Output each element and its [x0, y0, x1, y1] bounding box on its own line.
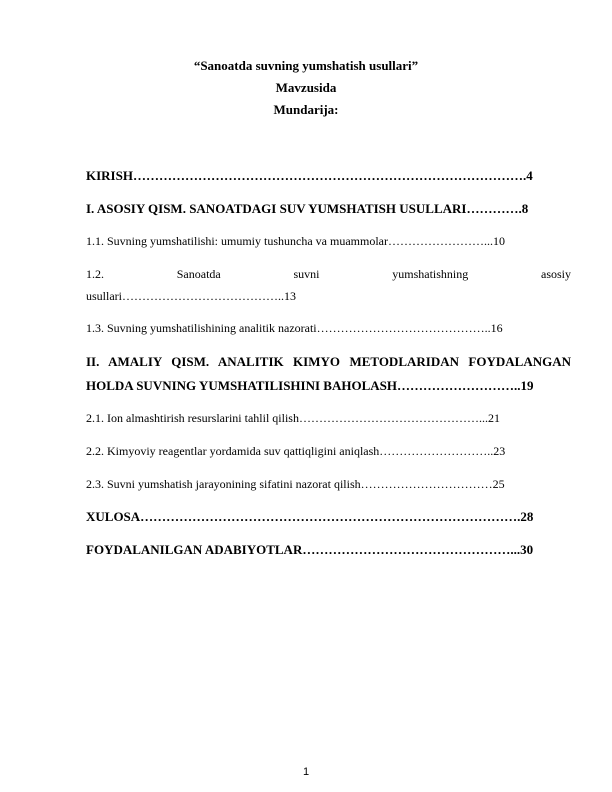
toc-entry-part-1: I. ASOSIY QISM. SANOATDAGI SUV YUMSHATISH USULLARI………….8: [86, 201, 529, 216]
toc-entry-kirish: KIRISH……………………………………………………………………………….4: [86, 168, 533, 183]
document-title: “Sanoatda suvning yumshatish usullari”: [193, 58, 419, 73]
toc-entry-1-1: 1.1. Suvning yumshatilishi: umumiy tushuncha va muammolar……………………...10: [86, 234, 505, 248]
toc-entry-adabiyotlar: FOYDALANILGAN ADABIYOTLAR…………………………………………...30: [86, 542, 534, 557]
toc-entry-1-2-line2: usullari…………………………………..13: [86, 289, 296, 303]
toc-entry-1-2-line1: 1.2. Sanoatda suvni yumshatishning asosiy: [86, 267, 571, 281]
toc-entry-part-2-line1: II. AMALIY QISM. ANALITIK KIMYO METODLARIDAN FOYDALANGAN: [86, 354, 571, 369]
toc-entry-1-3: 1.3. Suvning yumshatilishining analitik nazorati……………………………………..16: [86, 321, 503, 335]
toc-entry-2-1: 2.1. Ion almashtirish resurslarini tahlil qilish………………………………………...21: [86, 411, 500, 425]
page-number: 1: [302, 766, 310, 778]
toc-entry-xulosa: XULOSA…………………………………………………………………………….28: [86, 509, 534, 524]
document-subtitle: Mavzusida: [275, 80, 337, 95]
toc-entry-2-3: 2.3. Suvni yumshatish jarayonining sifatini nazorat qilish……………………………25: [86, 477, 505, 491]
toc-entry-part-2-line2: HOLDA SUVNING YUMSHATILISHINI BAHOLASH………………………..19: [86, 378, 534, 393]
toc-entry-2-2: 2.2. Kimyoviy reagentlar yordamida suv qattiqligini aniqlash………………………..23: [86, 444, 506, 458]
contents-heading: Mundarija:: [273, 102, 339, 117]
